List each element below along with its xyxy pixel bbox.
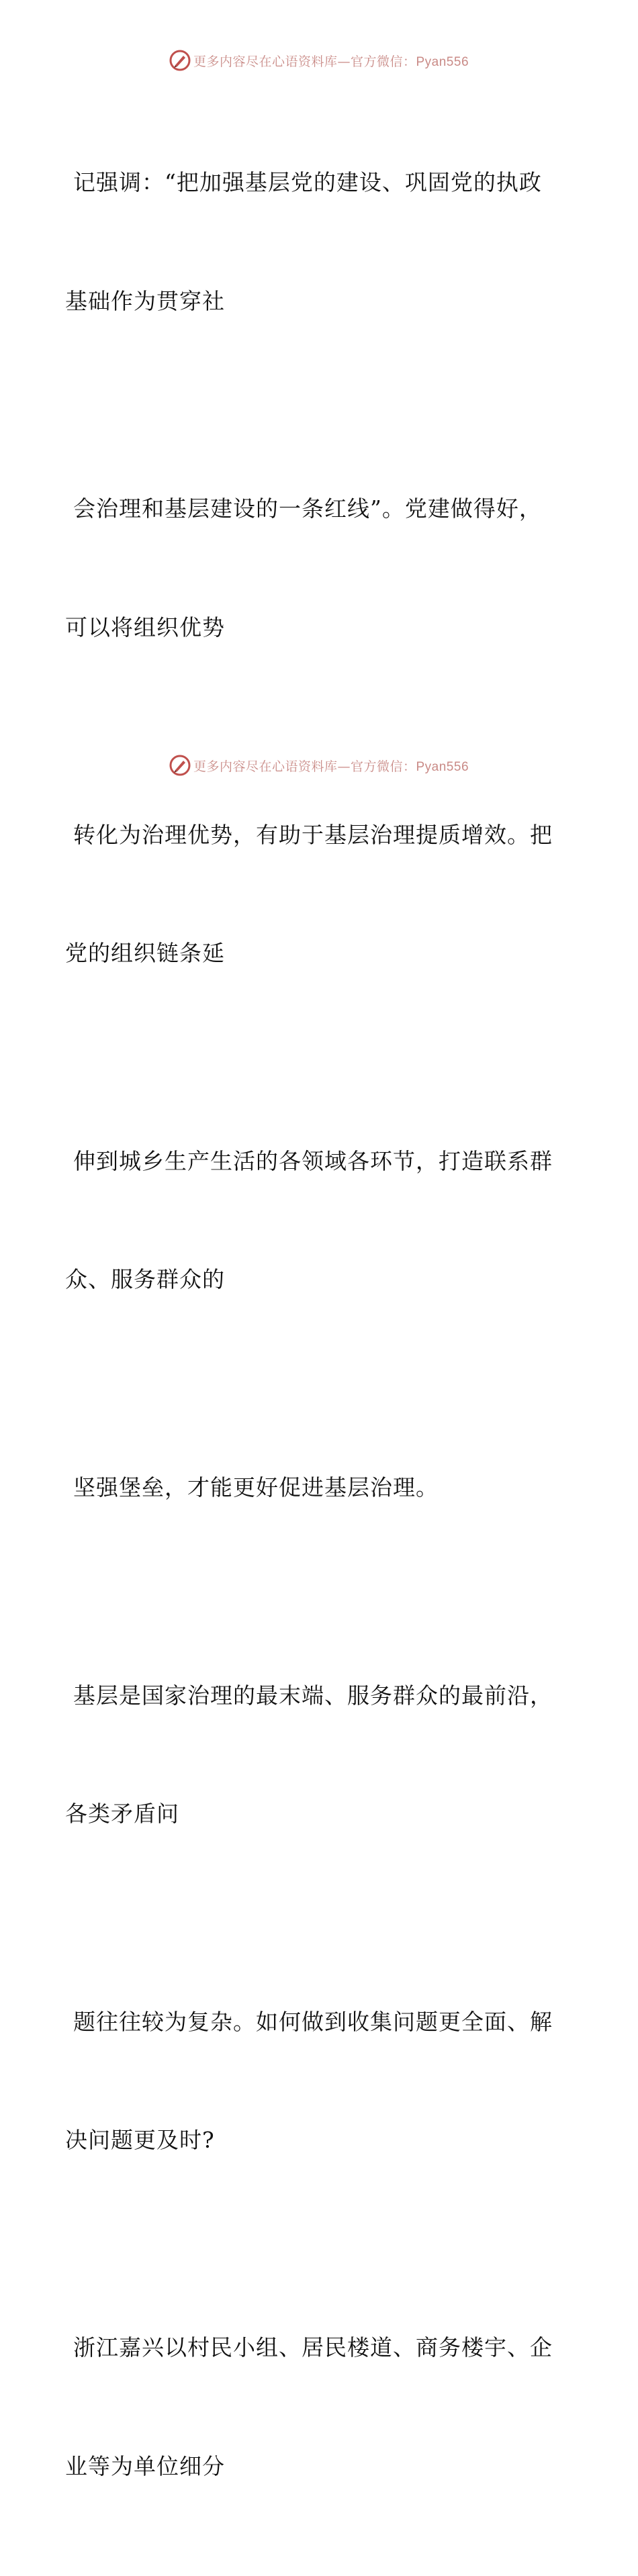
paragraph-line: 业等为单位细分 — [65, 2452, 225, 2479]
paragraph-line: 浙江嘉兴以村民小组、居民楼道、商务楼宇、企 — [73, 2334, 553, 2361]
paragraph-line: 决问题更及时? — [65, 2126, 215, 2153]
paragraph-line: 各类矛盾问 — [65, 1800, 179, 1827]
paragraph — [65, 1390, 562, 1587]
paragraph — [65, 1597, 562, 1913]
footer-banner-text — [193, 757, 469, 775]
paragraph — [65, 1923, 562, 2239]
paragraph-line: 坚强堡垒，才能更好促进基层治理。 — [73, 1474, 439, 1500]
paragraph — [65, 1063, 562, 1379]
paragraph-line: 可以将组织优势 — [65, 614, 225, 640]
paragraph-line: 基层是国家治理的最末端、服务群众的最前沿， — [73, 1682, 553, 1709]
header-banner-text — [193, 52, 469, 70]
pen-circle-logo-icon — [169, 755, 191, 776]
paragraph-line: 转化为治理优势，有助于基层治理提质增效。把 — [73, 822, 553, 849]
paragraph-line: 伸到城乡生产生活的各领域各环节，打造联系群 — [73, 1148, 553, 1175]
document-body — [65, 85, 562, 2576]
footer-banner-wechat-id: Pyan556 — [416, 759, 469, 774]
paragraph — [65, 2250, 562, 2565]
paragraph-line: 众、服务群众的 — [65, 1266, 225, 1293]
header-banner — [0, 47, 638, 74]
footer-banner — [0, 752, 638, 779]
paragraph-line: 记强调：“把加强基层党的建设、巩固党的执政 — [73, 169, 542, 196]
paragraph-line: 党的组织链条延 — [65, 940, 225, 967]
footer-banner-label: 更多内容尽在心语资料库—官方微信： — [193, 759, 416, 774]
paragraph — [65, 737, 562, 1053]
paragraph-line: 会治理和基层建设的一条红线”。党建做得好， — [73, 495, 542, 522]
pen-circle-logo-icon — [169, 50, 191, 71]
header-banner-label: 更多内容尽在心语资料库—官方微信： — [193, 54, 416, 69]
paragraph-line: 题往往较为复杂。如何做到收集问题更全面、解 — [73, 2008, 553, 2035]
paragraph — [65, 411, 562, 726]
paragraph — [65, 85, 562, 400]
paragraph-line: 基础作为贯穿社 — [65, 287, 225, 314]
header-banner-wechat-id: Pyan556 — [416, 54, 469, 69]
